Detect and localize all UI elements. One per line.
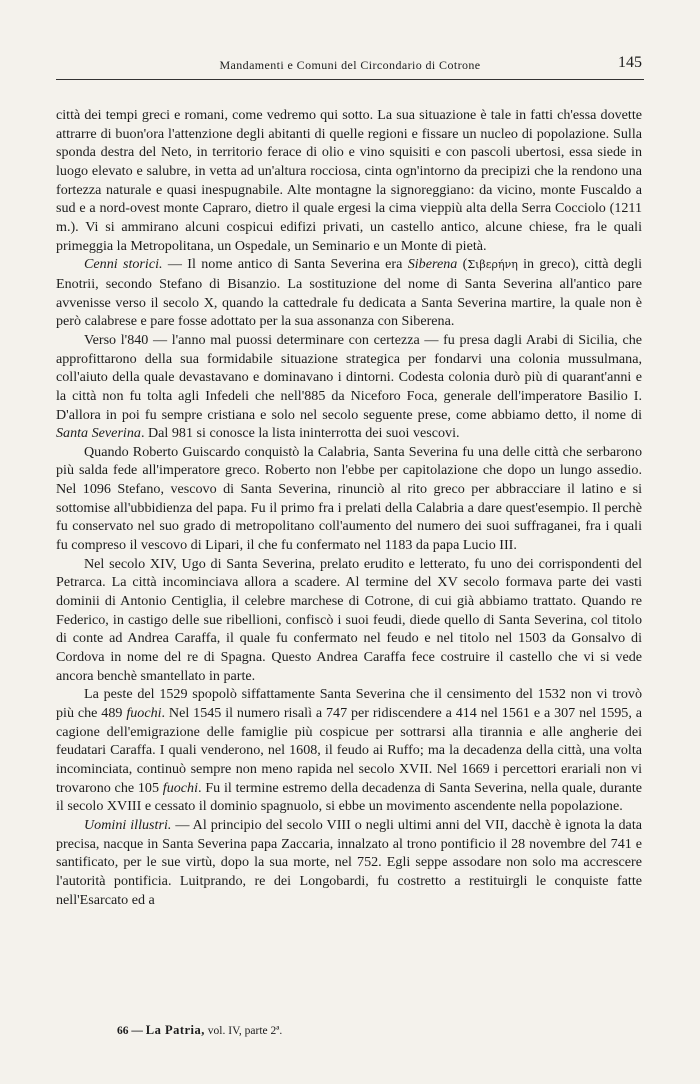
- running-title: Mandamenti e Comuni del Circondario di Cotrone: [219, 58, 481, 72]
- text-run: — Al principio del secolo VIII o negli ultimi anni del VII, dacchè è ignota la data precisa, nacque in Santa Severina papa Zaccaria, innalzato al trono pontificio il 28 novembre del 741 e santificato, per le sue virtù, dopo la sua morte, nel 752. Egli seppe assodare non solo ma accrescere l'autorità pontificia. Luitprando, re dei Longobardi, fu costretto a restituirgli le conquiste fatte nell'Esarcato ed a: [56, 816, 642, 908]
- running-head: [56, 54, 644, 80]
- greek-name: Σιβερήνη: [467, 258, 518, 272]
- signature-mark: 66 —: [117, 1025, 143, 1037]
- paragraph-arab-period: [56, 331, 642, 443]
- term-fuochi: fuochi: [162, 779, 199, 796]
- paragraph-norman-period: Quando Roberto Guiscardo conquistò la Calabria, Santa Severina fu una delle città che serbarono più salda fede all'imperatore greco. Roberto non l'ebbe per capitolazione che dopo un lungo assedio. Nel 1096 Stefano, vescovo di Santa Severina, rinunciò al rito greco per abbracciare il latino e si sottomise all'ubbidienza del papa. Fu il primo fra i prelati della Calabria a dare quest'esempio. Il perchè fu conservato nel suo grado di metropolitano coll'aumento del numero dei suoi suffraganei, fra i quali fu compreso il vescovo di Lipari, il che fu confermato nel 1183 da papa Lucio III.: [56, 443, 642, 554]
- signature-line: [117, 1023, 282, 1038]
- volume-info: vol. IV, parte 2ª.: [207, 1025, 283, 1037]
- paragraph-cenni-storici: [56, 255, 642, 331]
- text-run: . Fu il termine estremo della decadenza di Santa Severina, nella quale, durante il secolo XVIII e cessato il dominio spagnuolo, si ebbe un movimento ascendente nella popolazione.: [56, 779, 642, 815]
- text-run: — Il nome antico di Santa Severina era: [162, 256, 408, 273]
- text-run: Verso l'840 — l'anno mal puossi determinare con certezza — fu presa dagli Arabi di Sicilia, che approfittarono della sua formidabile situazione strategica per fondarvi una colonia mussulmana, coll'aiuto della quale devastavano e dominavano i dintorni. Codesta colonia durò più di quarant'anni e la città non fu tolta agli Infedeli che nell'885 da Niceforo Foca, generale dell'imperatore Basilio I. D'allora in poi fu sempre cristiana e solo nel secolo seguente prese, come abbiamo detto, il nome di: [56, 331, 642, 423]
- text-run: . Nel 1545 il numero risalì a 747 per ridiscendere a 414 nel 1561 e a 307 nel 1595, a cagione dell'emigrazione delle famiglie più cospicue per sottrarsi alla tirannia e alle angherie dei feudatari Caraffa. I quali venderono, nel 1608, il feudo ai Ruffo; ma la decadenza della città, una volta incominciata, continuò sempre non meno rapida nel secolo XVII. Nel 1669 i percettori erariali non vi trovarono che 105: [56, 705, 643, 796]
- page-number: 145: [618, 54, 642, 71]
- section-heading-uomini-illustri: Uomini illustri.: [84, 816, 172, 833]
- text-run: La peste del 1529 spopolò siffattamente Santa Severina che il censimento del 1532 non vi trovò più che 489: [56, 686, 642, 721]
- paragraph-uomini-illustri: [56, 816, 642, 909]
- town-name: Santa Severina: [56, 425, 141, 442]
- text-run: . Dal 981 si conosce la lista ininterrotta dei suoi vescovi.: [140, 425, 460, 442]
- ancient-name: Siberena: [407, 256, 458, 273]
- body-text: [56, 106, 642, 909]
- work-title: La Patria,: [145, 1023, 205, 1037]
- section-heading-cenni-storici: Cenni storici.: [84, 256, 163, 273]
- term-fuochi: fuochi: [126, 705, 162, 721]
- text-run: in greco), città degli Enotrii, secondo Stefano di Bisanzio. La sostituzione del nome di Santa Severina all'antico pare avvenisse verso il secolo X, quando la cattedrale fu dedicata a Santa Severina martire, la quale non è però calabrese e pare fosse adottato per la sua assonanza con Siberena.: [56, 256, 643, 330]
- paragraph-description: città dei tempi greci e romani, come vedremo qui sotto. La sua situazione è tale in fatti ch'essa dovette attrarre di buon'ora l'attenzione degli abitanti di quelle regioni e fissare un nucleo di popolazione. Sulla sponda destra del Neto, in territorio ferace di olio e vino squisiti e con pascoli ubertosi, essa siede in luogo elevato e salubre, in vetta ad un'altura rocciosa, cinta ogn'intorno da precipizi che la rendono una fortezza naturale e quasi inespugnabile. Alte montagne la signoreggiano: da vicino, monte Fuscaldo a sud e a nord-ovest monte Capraro, dietro il quale ergesi la cima vieppiù alta della Serra Cocciolo (1211 m.). Vi si ammirano alcuni cospicui edifizi privati, un castello antico, alcune chiese, fra le quali primeggia la Metropolitana, un Ospedale, un Seminario e un Monte di pietà.: [56, 107, 642, 254]
- paragraph-14th-century: Nel secolo XIV, Ugo di Santa Severina, prelato erudito e letterato, fu uno dei corrispondenti del Petrarca. La città incominciava allora a scadere. Al termine del XV secolo formava parte dei vasti dominii di Antonio Centiglia, il celebre marchese di Cotrone, di cui già abbiamo trattato. Quando re Federico, in castigo delle sue ribellioni, confiscò i suoi feudi, diede quello di Santa Severina, col titolo di conte ad Andrea Caraffa, il quale fu confermato nel feudo e nel titolo nel 1503 da Gonsalvo di Cordova in nome del re di Spagna. Questo Andrea Caraffa fece costruire il castello che vi si vede ancora benchè smantellato in parte.: [56, 555, 642, 684]
- paragraph-plague: [56, 685, 642, 816]
- text-run: (: [457, 256, 468, 273]
